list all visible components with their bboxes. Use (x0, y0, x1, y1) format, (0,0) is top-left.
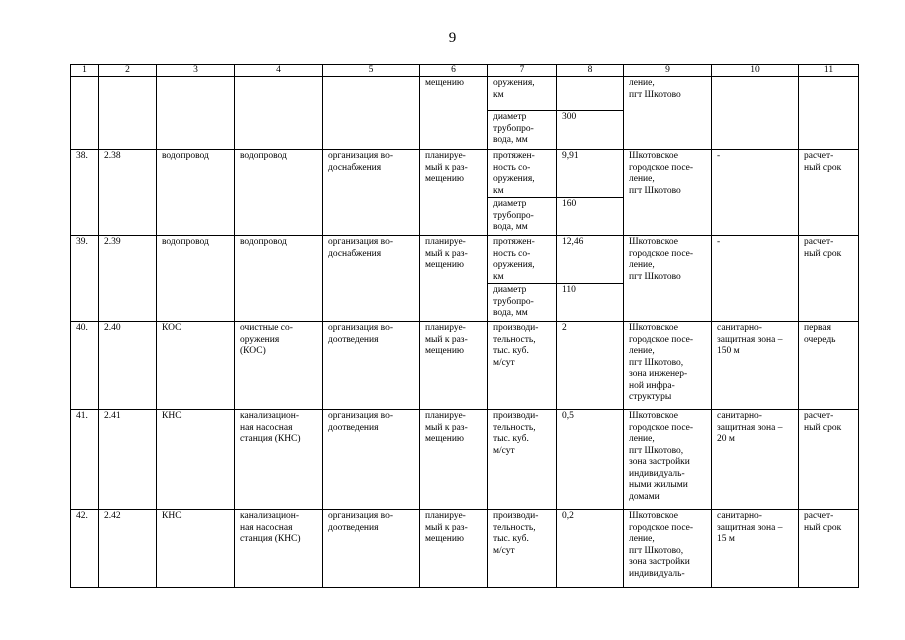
table-row (71, 410, 859, 510)
param-value: 160 (557, 198, 624, 236)
row-number: 38. (71, 150, 99, 236)
column-number: 1 (71, 65, 99, 77)
object-type: КНС (157, 510, 235, 588)
param-label: производи- тельность, тыс. куб. м/сут (488, 510, 557, 588)
param-label: протяжен- ность со- оружения, км (488, 150, 557, 198)
param-value: 0,2 (557, 510, 624, 588)
column-number: 10 (712, 65, 799, 77)
term-cell: расчет- ный срок (799, 150, 859, 236)
column-number-row (71, 65, 859, 77)
location-cell: Шкотовское городское посе- ление, пгт Шкотово, зона застройки индивидуаль- ными жилыми домами (624, 410, 712, 510)
object-status: планируе- мый к раз- мещению (420, 322, 488, 410)
object-type: водопровод (157, 150, 235, 236)
param-label: производи- тельность, тыс. куб. м/сут (488, 322, 557, 410)
param-label: диаметр трубопро- вода, мм (488, 111, 557, 150)
term-cell: первая очередь (799, 322, 859, 410)
zone-cell: санитарно- защитная зона – 150 м (712, 322, 799, 410)
object-purpose: организация во- доснабжения (323, 150, 420, 236)
row-number: 39. (71, 236, 99, 322)
row-code: 2.42 (99, 510, 157, 588)
object-name: очистные со- оружения (КОС) (235, 322, 323, 410)
object-status: планируе- мый к раз- мещению (420, 510, 488, 588)
zone-cell: санитарно- защитная зона – 15 м (712, 510, 799, 588)
column-number: 4 (235, 65, 323, 77)
object-purpose: организация во- доотведения (323, 510, 420, 588)
param-value: 9,91 (557, 150, 624, 198)
param-label: диаметр трубопро- вода, мм (488, 284, 557, 322)
param-label: оружения, км (488, 77, 557, 111)
param-value (557, 77, 624, 111)
column-number: 9 (624, 65, 712, 77)
table-row (71, 150, 859, 198)
column-number: 11 (799, 65, 859, 77)
object-purpose: организация во- доотведения (323, 322, 420, 410)
location-cell: Шкотовское городское посе- ление, пгт Шкотово, зона застройки индивидуаль- (624, 510, 712, 588)
param-label: диаметр трубопро- вода, мм (488, 198, 557, 236)
object-type: водопровод (157, 236, 235, 322)
row-code: 2.41 (99, 410, 157, 510)
location-cell: ление, пгт Шкотово (624, 77, 712, 150)
column-number: 2 (99, 65, 157, 77)
row-number: 41. (71, 410, 99, 510)
object-name: водопровод (235, 236, 323, 322)
page-number: 9 (448, 30, 457, 46)
location-cell: Шкотовское городское посе- ление, пгт Шкотово (624, 236, 712, 322)
table-row (71, 322, 859, 410)
column-number: 3 (157, 65, 235, 77)
object-status: планируе- мый к раз- мещению (420, 236, 488, 322)
column-number: 8 (557, 65, 624, 77)
param-value: 12,46 (557, 236, 624, 284)
term-cell: расчет- ный срок (799, 236, 859, 322)
param-value: 110 (557, 284, 624, 322)
object-name: канализацион- ная насосная станция (КНС) (235, 510, 323, 588)
zone-cell: - (712, 236, 799, 322)
column-number: 5 (323, 65, 420, 77)
object-purpose: организация во- доотведения (323, 410, 420, 510)
param-label: производи- тельность, тыс. куб. м/сут (488, 410, 557, 510)
term-cell: расчет- ный срок (799, 510, 859, 588)
location-cell: Шкотовское городское посе- ление, пгт Шкотово, зона инженер- ной инфра- структуры (624, 322, 712, 410)
object-name: канализацион- ная насосная станция (КНС) (235, 410, 323, 510)
column-number: 6 (420, 65, 488, 77)
object-status: планируе- мый к раз- мещению (420, 150, 488, 236)
param-value: 300 (557, 111, 624, 150)
zone-cell: - (712, 150, 799, 236)
object-purpose: организация во- доснабжения (323, 236, 420, 322)
row-number: 42. (71, 510, 99, 588)
table-row (71, 77, 859, 111)
param-label: протяжен- ность со- оружения, км (488, 236, 557, 284)
param-value: 0,5 (557, 410, 624, 510)
object-type: КНС (157, 410, 235, 510)
zone-cell: санитарно- защитная зона – 20 м (712, 410, 799, 510)
status-cell: мещению (420, 77, 488, 150)
objects-table (70, 64, 859, 588)
object-name: водопровод (235, 150, 323, 236)
term-cell: расчет- ный срок (799, 410, 859, 510)
location-cell: Шкотовское городское посе- ление, пгт Шкотово (624, 150, 712, 236)
column-number: 7 (488, 65, 557, 77)
param-value: 2 (557, 322, 624, 410)
object-status: планируе- мый к раз- мещению (420, 410, 488, 510)
table-row (71, 236, 859, 284)
object-type: КОС (157, 322, 235, 410)
row-number: 40. (71, 322, 99, 410)
row-code: 2.38 (99, 150, 157, 236)
row-code: 2.39 (99, 236, 157, 322)
row-code: 2.40 (99, 322, 157, 410)
table-row (71, 510, 859, 588)
